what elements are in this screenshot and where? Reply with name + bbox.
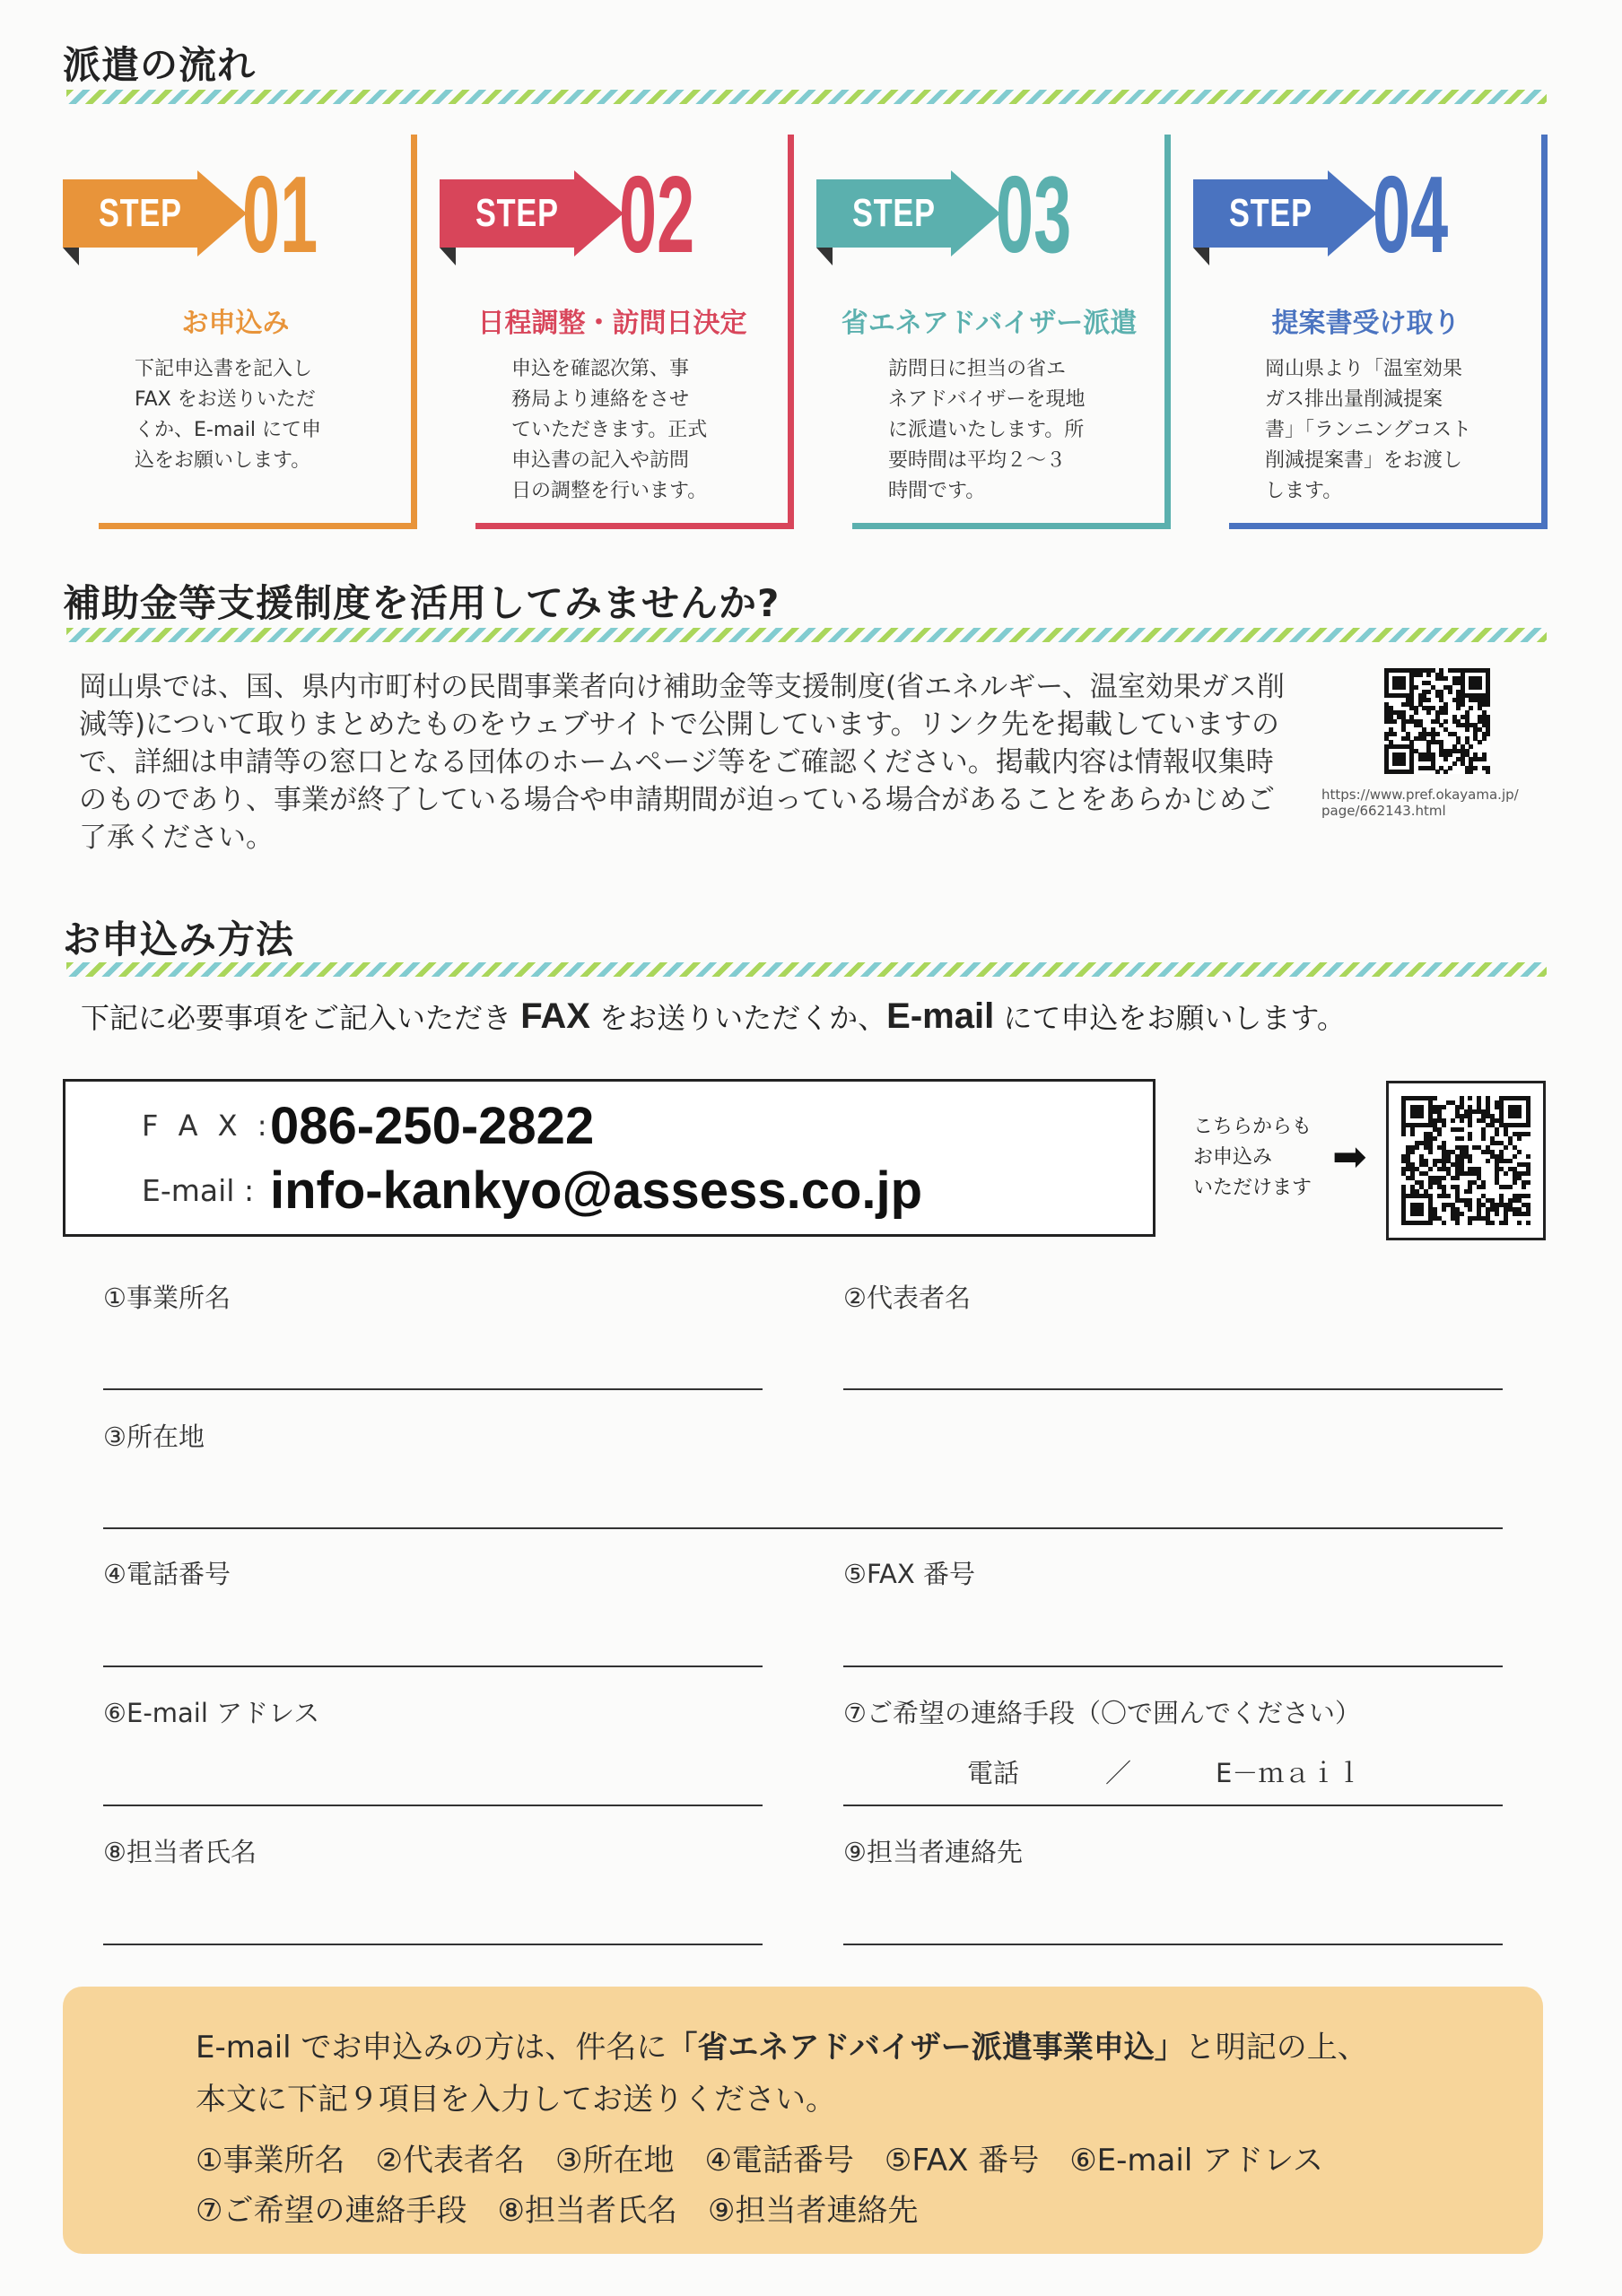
qr-module — [1478, 740, 1482, 744]
qr-module — [1526, 1123, 1530, 1127]
step-card — [63, 135, 417, 529]
qr-module — [1401, 1132, 1406, 1136]
qr-module — [1442, 1176, 1446, 1180]
qr-module — [1409, 770, 1414, 774]
notice-line-2: 本文に下記９項目を入力してお送りください。 — [196, 2082, 836, 2118]
lead-email-emphasis: E-mail — [886, 996, 995, 1036]
step-label: STEP — [99, 191, 182, 235]
qr-module — [1442, 1207, 1446, 1212]
qr-module — [1392, 719, 1397, 724]
qr-module — [1435, 732, 1440, 736]
qr-module — [1469, 744, 1473, 749]
step-title: 提案書受け取り — [1271, 308, 1461, 339]
qr-module — [1468, 1159, 1472, 1163]
step-card — [440, 135, 794, 529]
notice-line-1 — [196, 2022, 1368, 2066]
notice-text: E-mail でお申込みの方は、件名に — [196, 2030, 667, 2066]
qr-module — [1522, 1185, 1526, 1189]
step-description: 訪問日に担当の省エ ネアドバイザーを現地 に派遣いたします。所 要時間は平均２～３ 時間です。 — [888, 358, 1086, 502]
qr-module — [1437, 1132, 1442, 1136]
qr-module — [1526, 1171, 1530, 1176]
apply-lead-text — [81, 996, 1346, 1037]
step-description: 下記申込書を記入し FAX をお送りいただ くか、E-mail にて申 込をお願いします。 — [135, 358, 321, 472]
qr-module — [1452, 761, 1457, 766]
apply-qr-code[interactable] — [1386, 1081, 1546, 1240]
step-frame-right — [788, 135, 794, 529]
qr-module — [1418, 673, 1423, 677]
contact-option-phone[interactable]: 電話 — [967, 1758, 1020, 1788]
field-representative[interactable] — [843, 1388, 1503, 1390]
subsidy-url-line1: https://www.pref.okayama.jp/ — [1321, 787, 1519, 803]
email-notice-box — [63, 1987, 1543, 2254]
email-label: E-mail : — [142, 1173, 255, 1208]
contact-option-email[interactable]: E－ｍａｉｌ — [1216, 1758, 1363, 1788]
qr-module — [1401, 761, 1406, 766]
qr-note-line: こちらからも — [1193, 1116, 1312, 1138]
step-title: 省エネアドバイザー派遣 — [841, 308, 1138, 339]
fax-number: 086-250-2822 — [270, 1097, 595, 1155]
qr-module — [1478, 685, 1482, 690]
qr-module — [1443, 719, 1448, 724]
qr-module — [1504, 1145, 1508, 1150]
step-label: STEP — [1229, 191, 1312, 235]
section-divider — [66, 90, 1547, 104]
section-title-flow: 派遣の流れ — [63, 43, 257, 87]
field-label-phone: ④電話番号 — [103, 1559, 231, 1589]
qr-module — [1442, 1105, 1446, 1109]
qr-note-line: お申込み — [1193, 1146, 1273, 1169]
step-label: STEP — [852, 191, 936, 235]
step-description: 申込を確認次第、事 務局より連絡をさせ ていただきます。正式 申込書の記入や訪問 日の調整を行います。 — [511, 358, 708, 502]
qr-module — [1428, 1150, 1433, 1154]
qr-module — [1443, 757, 1448, 761]
step-card — [1193, 135, 1548, 529]
qr-module — [1517, 1136, 1522, 1141]
lead-part: にて申込をお願いします。 — [994, 1001, 1346, 1035]
notice-text: と明記の上、 — [1184, 2030, 1368, 2066]
qr-module — [1443, 770, 1448, 774]
field-label-representative: ②代表者名 — [843, 1283, 971, 1313]
field-label-address: ③所在地 — [103, 1422, 205, 1452]
qr-module — [1495, 1132, 1499, 1136]
qr-module — [1443, 676, 1448, 681]
fax-label: F A X : — [142, 1109, 273, 1143]
qr-module — [1486, 1159, 1490, 1163]
step-number: 04 — [1373, 153, 1449, 275]
qr-module — [1508, 1159, 1513, 1163]
qr-module — [1428, 1167, 1433, 1171]
field-staff-name[interactable] — [103, 1944, 763, 1945]
lead-part: 下記に必要事項をご記入いただき — [81, 1001, 521, 1035]
qr-module — [1448, 766, 1452, 770]
qr-module — [1482, 736, 1487, 741]
qr-module — [1460, 1136, 1464, 1141]
field-contact-method[interactable] — [843, 1805, 1503, 1806]
section-divider — [66, 962, 1547, 977]
field-fax[interactable] — [843, 1665, 1503, 1667]
step-card — [816, 135, 1171, 529]
qr-module — [1442, 1221, 1446, 1225]
qr-module — [1517, 1221, 1522, 1225]
qr-module — [1504, 1221, 1508, 1225]
step-label: STEP — [475, 191, 559, 235]
step-description: 岡山県より「温室効果 ガス排出量削減提案 書」「ランニングコスト 削減提案書」をお渡し します。 — [1265, 358, 1472, 502]
qr-module — [1414, 710, 1418, 715]
field-label-business-name: ①事業所名 — [103, 1283, 231, 1313]
qr-module — [1526, 1221, 1530, 1225]
qr-module — [1419, 1114, 1424, 1118]
qr-module — [1426, 673, 1431, 677]
subsidy-url-line2: page/662143.html — [1321, 803, 1446, 819]
field-label-email: ⑥E-mail アドレス — [103, 1698, 320, 1728]
qr-module — [1468, 1123, 1472, 1127]
qr-module — [1428, 1185, 1433, 1189]
qr-module — [1448, 690, 1452, 694]
qr-module — [1414, 685, 1418, 690]
field-address[interactable] — [103, 1527, 1503, 1529]
field-email[interactable] — [103, 1805, 763, 1806]
qr-module — [1455, 1176, 1460, 1180]
qr-note-line: いただけます — [1193, 1177, 1312, 1199]
qr-module — [1468, 1136, 1472, 1141]
subsidy-paragraph: 岡山県では、国、県内市町村の民間事業者向け補助金等支援制度(省エネルギー、温室効果ガス削減等)について取りまとめたものをウェブサイトで公開しています。リンク先を掲載していますので、詳細は申請等の窓口となる団体のホームページ等をご確認ください。掲載内容は情報収集時のものであり、事業が終了している場合や申請期間が迫っている場合があることをあらかじめご了承ください。 — [79, 671, 1285, 854]
qr-module — [1517, 1150, 1522, 1154]
field-business-name[interactable] — [103, 1388, 763, 1390]
email-address[interactable]: info-kankyo@assess.co.jp — [270, 1161, 923, 1220]
qr-module — [1486, 702, 1490, 707]
qr-module — [1443, 710, 1448, 715]
qr-module — [1526, 1154, 1530, 1159]
qr-module — [1392, 732, 1397, 736]
qr-module — [1426, 690, 1431, 694]
qr-module — [1481, 1185, 1486, 1189]
section-title-subsidy: 補助金等支援制度を活用してみませんか? — [63, 581, 780, 625]
contact-option-separator: ／ — [1105, 1758, 1132, 1788]
notice-subject-emphasis: 「省エネアドバイザー派遣事業申込」 — [667, 2030, 1185, 2066]
qr-module — [1513, 1180, 1517, 1185]
qr-module — [1451, 1118, 1455, 1123]
step-number: 02 — [619, 153, 695, 275]
step-title: お申込み — [181, 308, 290, 339]
qr-module — [1513, 1154, 1517, 1159]
step-frame-right — [1541, 135, 1548, 529]
qr-module — [1517, 1114, 1522, 1118]
step-frame-bottom — [475, 523, 794, 529]
step-frame-bottom — [99, 523, 417, 529]
qr-module — [1465, 727, 1469, 732]
arrow-right-icon: ➡ — [1332, 1132, 1367, 1180]
qr-module — [1468, 1207, 1472, 1212]
field-label-fax: ⑤FAX 番号 — [843, 1559, 975, 1589]
qr-module — [1461, 702, 1465, 707]
qr-module — [1433, 1096, 1437, 1100]
qr-module — [1460, 1127, 1464, 1132]
qr-module — [1410, 1132, 1415, 1136]
qr-module — [1460, 1212, 1464, 1216]
qr-module — [1426, 710, 1431, 715]
subsidy-url[interactable] — [1321, 787, 1519, 819]
qr-module — [1410, 1150, 1415, 1154]
qr-note — [1193, 1112, 1312, 1204]
qr-module — [1495, 1212, 1499, 1216]
field-staff-contact[interactable] — [843, 1944, 1503, 1945]
qr-module — [1469, 770, 1473, 774]
section-divider — [66, 628, 1547, 642]
qr-module — [1442, 1123, 1446, 1127]
qr-module — [1460, 1118, 1464, 1123]
qr-module — [1486, 732, 1490, 736]
qr-module — [1482, 757, 1487, 761]
qr-module — [1481, 1136, 1486, 1141]
qr-module — [1508, 1185, 1513, 1189]
step-number: 03 — [996, 153, 1072, 275]
qr-module — [1526, 1194, 1530, 1198]
step-number: 01 — [242, 153, 318, 275]
qr-module — [1504, 1171, 1508, 1176]
qr-module — [1435, 770, 1440, 774]
qr-module — [1526, 1212, 1530, 1216]
field-label-staff-name: ⑧担当者氏名 — [103, 1837, 257, 1867]
step-frame-bottom — [852, 523, 1171, 529]
qr-module — [1419, 1212, 1424, 1216]
qr-module — [1428, 1221, 1433, 1225]
qr-module — [1468, 1221, 1472, 1225]
step-title: 日程調整・訪問日決定 — [477, 308, 747, 339]
step-frame-right — [1164, 135, 1171, 529]
section-title-apply: お申込み方法 — [63, 918, 295, 961]
lead-part: をお送りいただくか、 — [589, 1001, 887, 1035]
qr-module — [1415, 1145, 1419, 1150]
notice-line-3: ①事業所名 ②代表者名 ③所在地 ④電話番号 ⑤FAX 番号 ⑥E-mail アドレス — [196, 2143, 1324, 2179]
field-label-staff-contact: ⑨担当者連絡先 — [843, 1837, 1023, 1867]
qr-module — [1490, 1221, 1495, 1225]
qr-module — [1448, 752, 1452, 757]
qr-module — [1433, 1136, 1437, 1141]
qr-module — [1446, 1194, 1451, 1198]
qr-module — [1456, 706, 1461, 710]
field-phone[interactable] — [103, 1665, 763, 1667]
qr-module — [1486, 770, 1490, 774]
qr-module — [1401, 685, 1406, 690]
qr-module — [1468, 1189, 1472, 1194]
qr-module — [1526, 1132, 1530, 1136]
qr-module — [1469, 706, 1473, 710]
contact-box — [63, 1079, 1155, 1237]
step-frame-bottom — [1229, 523, 1548, 529]
qr-module — [1426, 698, 1431, 702]
field-label-contact-method: ⑦ご希望の連絡手段（〇で囲んでください） — [843, 1698, 1361, 1728]
qr-module — [1473, 766, 1478, 770]
subsidy-qr-code[interactable] — [1384, 668, 1490, 774]
step-frame-right — [411, 135, 417, 529]
qr-module — [1455, 1221, 1460, 1225]
notice-line-4: ⑦ご希望の連絡手段 ⑧担当者氏名 ⑨担当者連絡先 — [196, 2193, 919, 2229]
qr-module — [1526, 1180, 1530, 1185]
qr-module — [1468, 1096, 1472, 1100]
lead-fax-emphasis: FAX — [520, 996, 590, 1036]
qr-pattern — [1401, 1096, 1530, 1225]
